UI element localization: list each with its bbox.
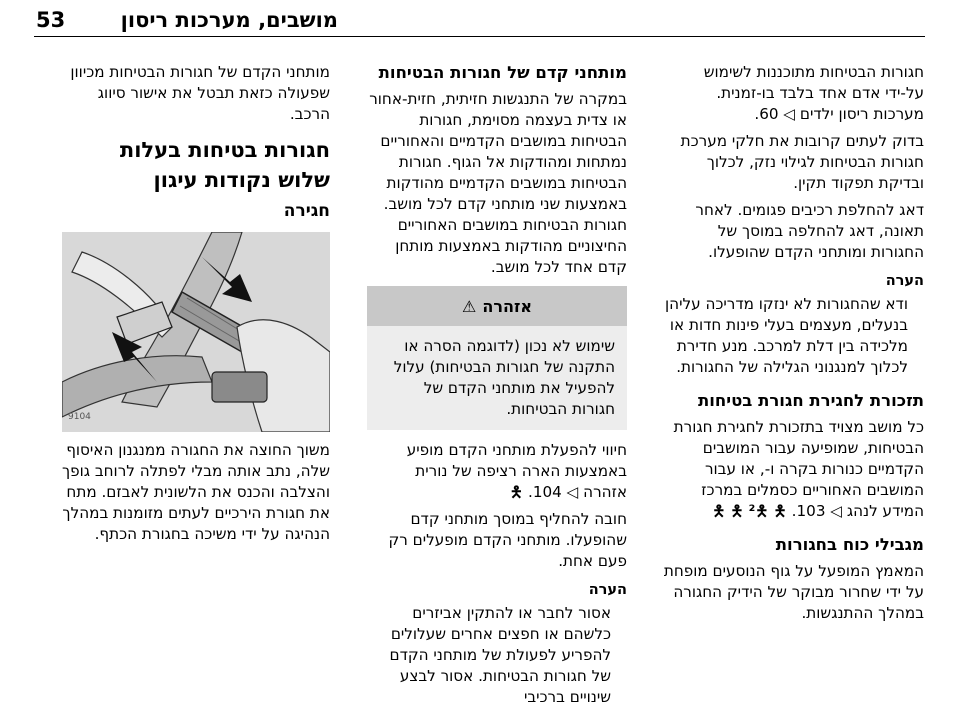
paragraph-belt-replacement: דאג להחלפת רכיבים פגומים. לאחר תאונה, דאג להחלפה במוסך של החגורות ומותחני הקדם שהופעלו.	[695, 201, 924, 261]
paragraph-belt-usage: חגורות הבטיחות מתוכננות לשימוש על-ידי אדם אחד בלבד בו-זמנית. מערכות ריסון ילדים ◁ 60.	[703, 63, 924, 123]
airbag-warning-icon: 🯅	[509, 483, 524, 501]
header-rule	[34, 36, 925, 37]
note-title: הערה	[885, 273, 924, 289]
warning-body: שימוש לא נכון (לדוגמה הסרה או התקנה של חגורות הבטיחות) עלול להפעיל את מותחני הקדם של חגורות הבטיחות.	[367, 326, 627, 430]
warning-header	[367, 286, 627, 326]
paragraph-pretensioner-indicator	[367, 440, 627, 503]
paragraph-pretensioner-replacement: חובה להחליף במוסך מותחני קדם שהופעלו. מותחני הקדם מופעלים רק פעם אחת.	[388, 510, 627, 570]
paragraph-pretensioners: במקרה של התנגשות חזיתית, חזית-אחור או צדית בעצמה מסוימת, חגורות הבטיחות במושבים הקדמיים והאחוריים נמתחות ומהודקות אל הגוף. חגורות הבטיחות במושבים הקדמיים מהודקות באמצעות שני מותחני קדם לכל מושב. חגורות הבטיחות במושבים האחוריים החיצוניים מהודקות באמצעות מותחן קדם אחד לכל מושב.	[369, 90, 627, 276]
paragraph-belt-reminder-text: כל מושב מצויד בתזכורת לחגירת חגורת הבטיחות, שמופיעה עבור המושבים הקדמיים כנורות בקרה ו-, או עבור המושבים האחוריים כסמלים במרכז המידע לנהג ◁ 103.	[673, 418, 924, 520]
warning-triangle-icon: ⚠	[462, 296, 477, 316]
warning-box	[367, 286, 627, 430]
paragraph-belt-inspection: בדוק לעתים קרובות את חלקי מערכת חגורות הבטיחות לגילוי נזק, לכלוך ובדיקת תפקוד תקין.	[680, 132, 924, 192]
paragraph-force-limiters: המאמץ המופעל על גוף הנוסעים מופחת על ידי שחרור מבוקר של הידיק החגורה במהלך ההתנגשות.	[663, 562, 924, 622]
section-heading-force-limiters: מגבילי כוח בחגורות	[775, 535, 924, 554]
seatbelt-warning-icon: 🯅	[773, 502, 787, 520]
note-body: ודא שהחגורות לא ינזקו מדריכה עליהן בנעלים, מעצמים בעלי פינות חדות או מלכידה בין דלת למרכב. מנע חדירת לכלוך למנגנוני הגלילה של החגורות.	[665, 295, 908, 376]
note-body: אסור לחבר או להתקין אביזרים כלשהם או חפצים אחרים שעלולים להפריע לפעולת של מותחני הקדם של חגורות הבטיחות. אסור לבצע שינויים ברכיבי	[389, 604, 611, 706]
section-heading-belt-reminder: תזכורת לחגירת חגורת בטיחות	[697, 391, 924, 410]
seatbelt-illustration-drawing	[62, 232, 330, 432]
seatbelt-rear-symbol-icon: 🯅	[712, 502, 726, 520]
figure-id: 9104	[68, 412, 91, 422]
section-subtitle-fastening: חגירה	[283, 201, 330, 221]
seatbelt-2-warning-icon: 🯅²	[748, 502, 769, 520]
paragraph-belt-reminder	[662, 417, 924, 522]
column-left	[62, 62, 330, 545]
paragraph-classification: מותחני הקדם של חגורות הבטיחות מכיוון שפעולה כזאת תבטל את אישור סיווג הרכב.	[70, 63, 330, 123]
seatbelt-rear-warning-icon: 🯅	[730, 502, 744, 520]
note-title: הערה	[588, 582, 627, 598]
paragraph-pretensioner-indicator-text: חיווי להפעלת מותחני הקדם מופיע באמצעות הארה רציפה של נורית אזהרה ◁ 104.	[406, 441, 627, 501]
warning-title: אזהרה	[482, 296, 533, 316]
column-middle	[367, 62, 627, 708]
column-right	[662, 62, 924, 624]
page-number: 53	[36, 8, 66, 32]
header-title: מושבים, מערכות ריסון	[120, 8, 338, 32]
section-title-three-point-belts: חגורות בטיחות בעלות שלוש נקודות עיגון	[119, 138, 330, 192]
section-heading-pretensioners: מותחני קדם של חגורות הבטיחות	[378, 63, 627, 82]
paragraph-fastening: משוך החוצה את החגורה ממנגנון האיסוף שלה, נתב אותה מבלי לפתלה לרוחב גופך והצלבה והכנס את הלשונית לאבזם. מתח את חגורת הירכיים לעתים מזומנות במהלך הנהיגה על ידי משיכה בחגורת הכתף.	[61, 441, 330, 543]
seatbelt-illustration	[62, 232, 330, 432]
